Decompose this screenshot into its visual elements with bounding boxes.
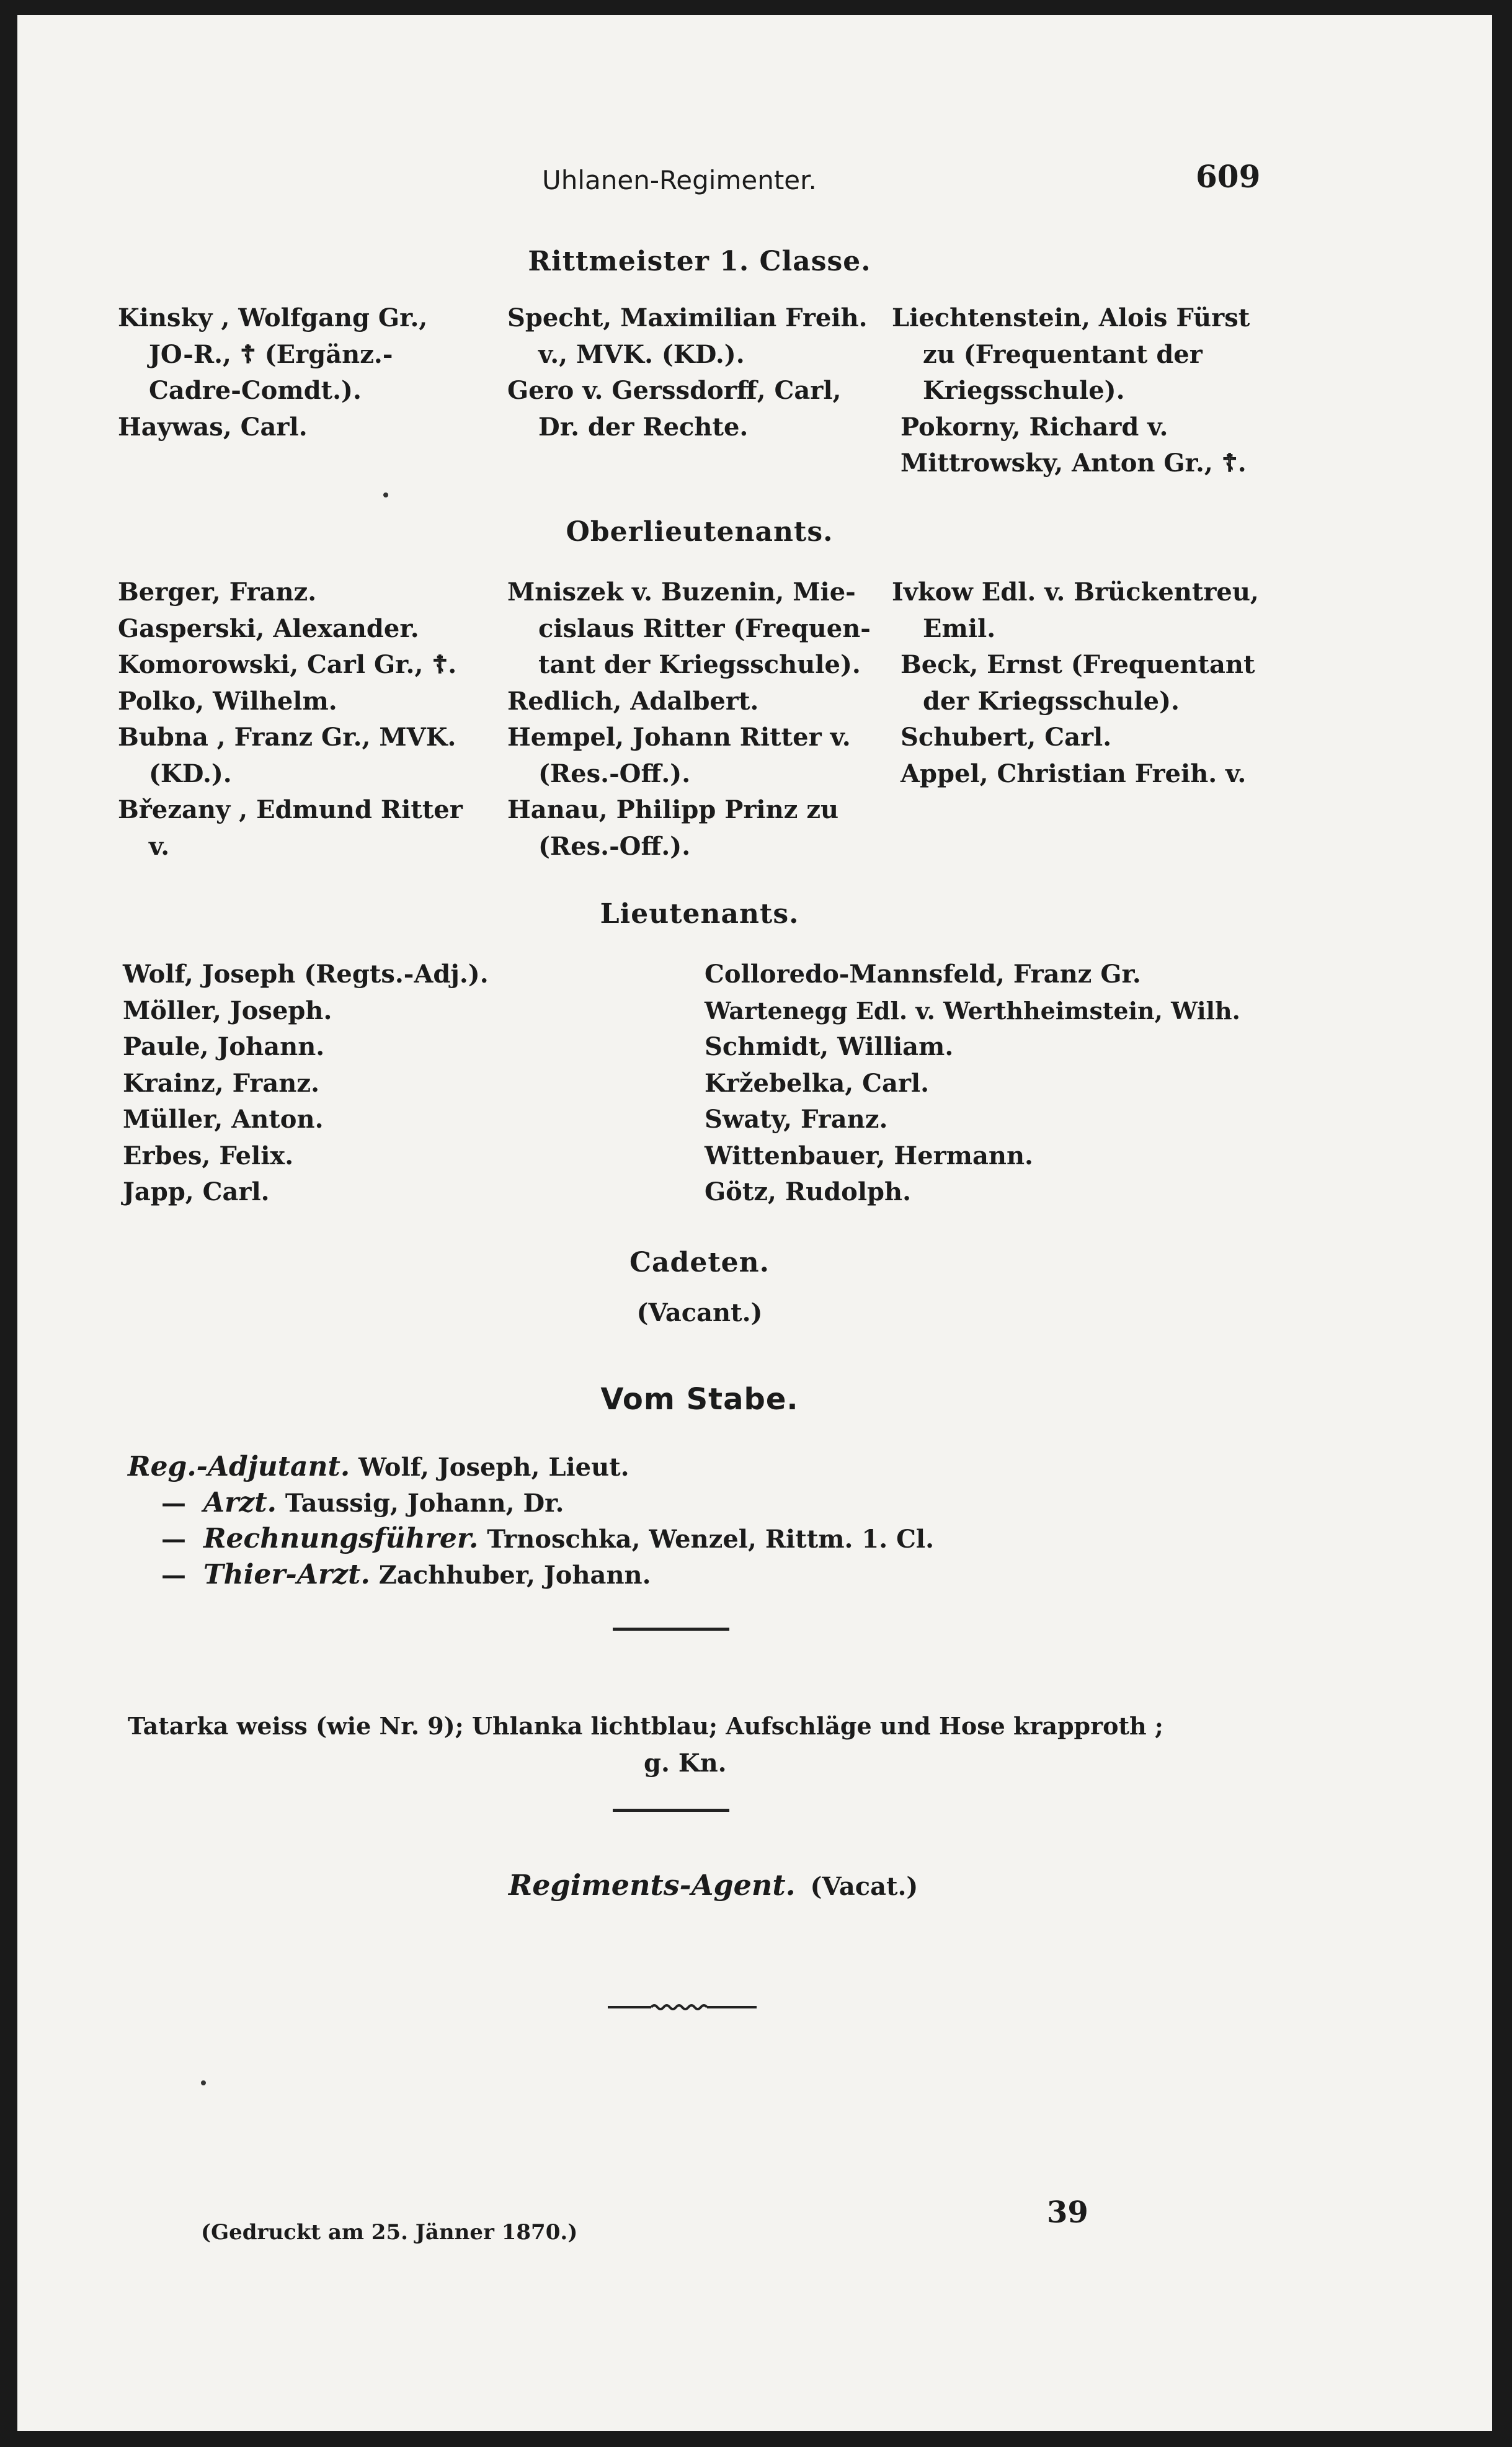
list-item: Pokorny, Richard v. [901, 412, 1168, 442]
stabe-entry: Wolf, Joseph, Lieut. [358, 1453, 629, 1482]
list-item: (KD.). [149, 759, 232, 788]
section-heading-rittmeister: Rittmeister 1. Classe. [528, 246, 871, 277]
list-item: Redlich, Adalbert. [507, 686, 759, 716]
stabe-role: Rechnungsführer. [203, 1523, 479, 1554]
dash-marker: — [161, 1525, 186, 1554]
list-item: Schubert, Carl. [901, 723, 1112, 752]
rittmeister-col-2 [507, 300, 868, 445]
list-item: Kinsky , Wolfgang Gr., [118, 303, 428, 332]
list-item: Specht, Maximilian Freih. [507, 303, 868, 332]
list-item: Hanau, Philipp Prinz zu [507, 795, 839, 824]
list-item: Möller, Joseph. [123, 996, 332, 1025]
list-item: Berger, Franz. [118, 577, 317, 607]
stabe-role: Thier-Arzt. [203, 1559, 370, 1590]
list-item: Swaty, Franz. [705, 1105, 888, 1134]
list-item: cislaus Ritter (Frequen- [538, 613, 871, 643]
list-item: Mniszek v. Buzenin, Mie- [507, 577, 856, 607]
list-item: JO-R., ☦ (Ergänz.- [149, 339, 393, 369]
list-item: tant der Kriegsschule). [538, 650, 861, 679]
list-item: Kržebelka, Carl. [705, 1068, 930, 1098]
signature-mark: 39 [1047, 2195, 1088, 2230]
list-item: Japp, Carl. [123, 1177, 270, 1206]
list-item: Bubna , Franz Gr., MVK. [118, 723, 456, 752]
wavy-ornament [608, 2000, 757, 2015]
list-item: Březany , Edmund Ritter [118, 795, 463, 824]
dash-marker: — [161, 1561, 186, 1590]
list-item: Paule, Johann. [123, 1032, 325, 1061]
list-item: der Kriegsschule). [923, 686, 1180, 716]
list-item: (Res.-Off.). [538, 831, 691, 861]
list-item: Götz, Rudolph. [705, 1177, 912, 1206]
list-item: Komorowski, Carl Gr., ☦. [118, 650, 457, 679]
running-title: Uhlanen-Regimenter. [542, 165, 817, 195]
lieutenants-col-1 [123, 956, 489, 1211]
list-item: Polko, Wilhelm. [118, 686, 337, 716]
list-item: Cadre-Comdt.). [149, 376, 362, 405]
agent-role: Regiments-Agent. [509, 1868, 796, 1902]
book-page [17, 15, 1492, 2431]
list-item: Müller, Anton. [123, 1105, 324, 1134]
stabe-entry: Trnoschka, Wenzel, Rittm. 1. Cl. [487, 1525, 935, 1554]
list-item: Mittrowsky, Anton Gr., ☦. [901, 448, 1247, 478]
list-item: (Res.-Off.). [538, 759, 691, 788]
list-item: Appel, Christian Freih. v. [901, 759, 1247, 788]
divider-rule [613, 1628, 729, 1631]
section-heading-oberlieutenants: Oberlieutenants. [566, 516, 834, 548]
dash-marker: — [161, 1489, 186, 1518]
list-item: Kriegsschule). [923, 376, 1125, 405]
list-item: Emil. [923, 613, 996, 643]
uniform-description: Tatarka weiss (wie Nr. 9); Uhlanka lichtblau; Aufschläge und Hose krapproth ; [128, 1712, 1163, 1740]
rittmeister-col-1 [118, 300, 427, 445]
list-item: Krainz, Franz. [123, 1068, 320, 1098]
stabe-role: Reg.-Adjutant. [128, 1451, 350, 1482]
list-item: Ivkow Edl. v. Brückentreu, [892, 577, 1259, 607]
list-item: v., MVK. (KD.). [538, 339, 745, 369]
list-item: Liechtenstein, Alois Fürst [892, 303, 1250, 332]
print-speck [383, 493, 388, 497]
stabe-row-2 [161, 1485, 564, 1522]
stabe-entry: Taussig, Johann, Dr. [285, 1489, 564, 1518]
print-speck [201, 2080, 206, 2085]
list-item: Schmidt, William. [705, 1032, 954, 1061]
stabe-entry: Zachhuber, Johann. [378, 1561, 651, 1590]
page-number: 609 [1196, 158, 1261, 195]
list-item: Beck, Ernst (Frequentant [901, 650, 1255, 679]
rittmeister-col-3 [892, 300, 1250, 482]
print-date: (Gedruckt am 25. Jänner 1870.) [201, 2220, 578, 2245]
list-item: Wartenegg Edl. v. Werthheimstein, Wilh. [705, 996, 1240, 1025]
stabe-row-3 [161, 1521, 934, 1558]
list-item: zu (Frequentant der [923, 339, 1203, 369]
section-heading-lieutenants: Lieutenants. [600, 898, 799, 930]
list-item: v. [149, 831, 170, 861]
oberlieutenants-col-1 [118, 574, 463, 865]
list-item: Erbes, Felix. [123, 1141, 294, 1170]
list-item: Wittenbauer, Hermann. [705, 1141, 1033, 1170]
list-item: Colloredo-Mannsfeld, Franz Gr. [705, 960, 1141, 989]
oberlieutenants-col-3 [892, 574, 1259, 792]
list-item: Gero v. Gerssdorff, Carl, [507, 376, 842, 405]
list-item: Haywas, Carl. [118, 412, 308, 442]
uniform-description-continued: g. Kn. [644, 1749, 727, 1778]
stabe-row-4 [161, 1557, 651, 1593]
list-item: Hempel, Johann Ritter v. [507, 723, 851, 752]
stabe-role: Arzt. [203, 1487, 277, 1518]
oberlieutenants-col-2 [507, 574, 871, 865]
cadeten-note: (Vacant.) [636, 1298, 763, 1327]
section-heading-cadeten: Cadeten. [629, 1247, 770, 1278]
list-item: Wolf, Joseph (Regts.-Adj.). [123, 960, 489, 989]
list-item: Gasperski, Alexander. [118, 613, 419, 643]
divider-rule [613, 1809, 729, 1812]
list-item: Dr. der Rechte. [538, 412, 749, 442]
section-heading-stabe: Vom Stabe. [600, 1382, 799, 1417]
stabe-row-1 [128, 1449, 629, 1486]
regiments-agent [509, 1867, 918, 1905]
agent-entry: (Vacat.) [810, 1872, 918, 1901]
lieutenants-col-2 [705, 956, 1240, 1211]
